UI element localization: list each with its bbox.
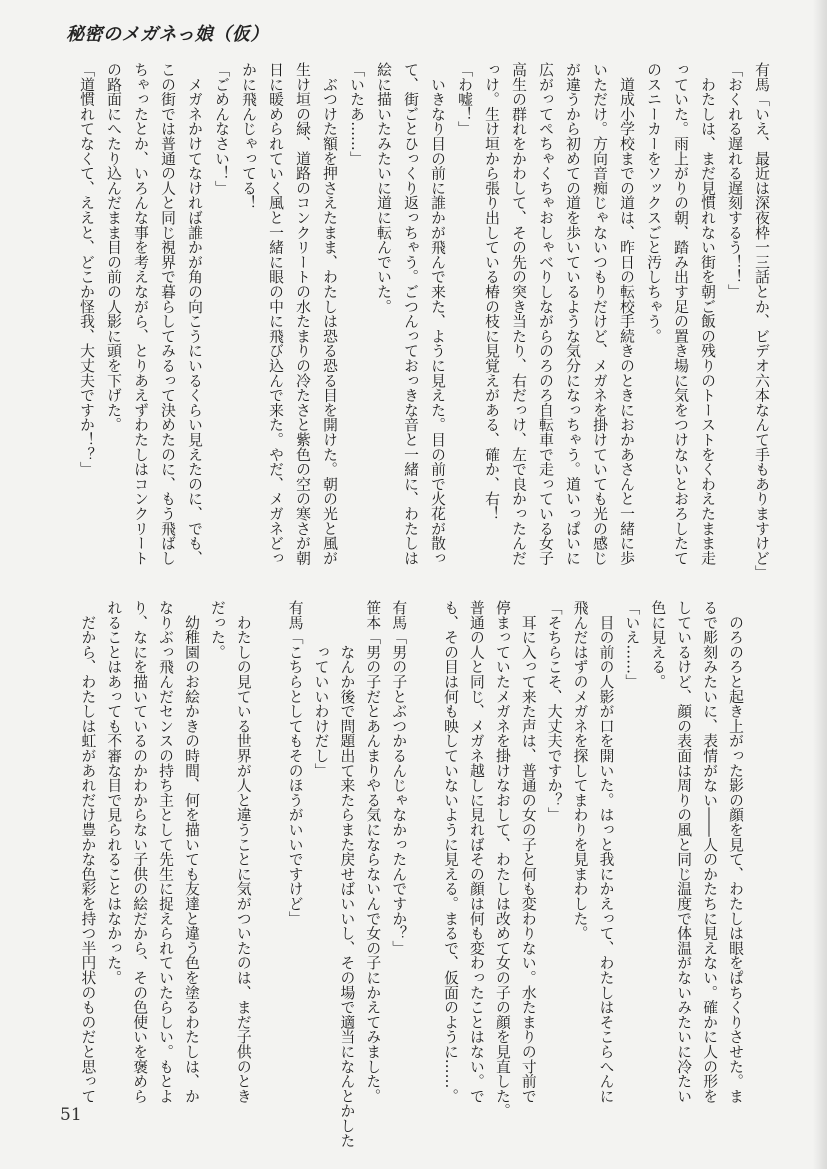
text-column: 「わ嘘！」 — [456, 62, 473, 136]
text-column: この街では普通の人と同じ視界で暮らしてみるって決めたのに、もう飛ばし — [159, 62, 176, 566]
text-column: のスニーカーをソックスごと汚しちゃう。 — [645, 62, 662, 344]
running-title: 秘密のメガネっ娘（仮） — [66, 24, 269, 45]
text-column: の路面にへたり込んだまま目の前の人影に頭を下げた。 — [105, 62, 122, 432]
text-column: 「道慣れてなくて、ええと、どこか怪我、大丈夫ですか！？」 — [78, 62, 95, 477]
text-column: るで彫刻みたいに、表情がない――人のかたちに見えない。確かに人の形を — [701, 600, 719, 1104]
text-column: いきなり目の前に誰かが飛んで来た、ように見えた。目の前で火花が散っ — [429, 62, 446, 566]
text-column: 有馬「いえ、最近は深夜枠一三話とか、ビデオ六本なんて手もありますけど」 — [753, 62, 770, 580]
text-column — [256, 600, 282, 1115]
text-block-lower — [74, 600, 748, 1148]
text-column: り、なにを描いているのかわからない子供の絵だから、その色使いを褒めら — [131, 600, 149, 1104]
text-column: いただけ。方向音痴じゃないつもりだけど、メガネを掛けていても光の感じ — [591, 62, 608, 566]
text-column: 「そちらこそ、大丈夫ですか？」 — [545, 600, 563, 822]
text-column: 普通の人と同じ、メガネ越しに見ればその顔は何も変わったことはない。で — [467, 600, 485, 1104]
text-column — [411, 600, 437, 1115]
text-column: のろのろと起き上がった影の顔を見て、わたしは眼をぱちくりさせた。ま — [727, 600, 744, 1104]
text-column: しているけど、顔の表面は周りの風と同じ温度で体温がないみたいに冷たい — [675, 600, 693, 1104]
text-column: わたしは、まだ見慣れない街を朝ご飯の残りのトーストをくわえたまま走 — [699, 62, 716, 566]
text-column: 目の前の人影が口を開いた。はっと我にかえって、わたしはそこらへんに — [597, 600, 615, 1104]
text-column: が違うから初めての道を歩いているような気分になっちゃう。道いっぱいに — [564, 62, 581, 566]
text-column: て、街ごとひっくり返っちゃう。ごつんっておっきな音と一緒に、わたしは — [402, 62, 419, 566]
text-column: 「いえ……」 — [623, 600, 641, 689]
text-column: 笹本「男の子だとあんまりやる気にならないんで女の子にかえてみました。 — [364, 600, 382, 1104]
text-column: っけ。生け垣から張り出している椿の枝に見覚えがある、確か、右！ — [483, 62, 500, 521]
text-column: 有馬「こちらとしてもそのほうがいいですけど」 — [286, 600, 304, 926]
text-column: っていた。雨上がりの朝、踏み出す足の置き場に気をつけないとおろしたて — [672, 62, 689, 566]
text-column: 幼稚園のお絵かきの時間、何を描いても友達と違う色を塗るわたしは、か — [182, 600, 200, 1104]
text-column: 停まっていたメガネを掛けなおして、わたしは改めて女の子の顔を見直した。 — [493, 600, 511, 1118]
text-column: 日に暖められていく風と一緒に眼の中に飛び込んで来た。やだ、メガネどっ — [267, 62, 284, 566]
text-column: 飛んだはずのメガネを探してまわりを見まわした。 — [571, 600, 589, 941]
text-column: だから、わたしは虹があれだけ豊かな色彩を持つ半円状のものだと思って — [79, 600, 97, 1104]
text-column: 「おくれる遅れる遅刻するう！！」 — [726, 62, 743, 299]
text-column: 「ごめんなさい！」 — [213, 62, 230, 196]
text-column: 「いたあ……」 — [348, 62, 365, 166]
text-column: 道成小学校までの道は、昨日の転校手続きのときにおかあさんと一緒に歩 — [618, 62, 635, 566]
text-column: ぶつけた額を押さえたまま、わたしは恐る恐る目を開けた。朝の光と風が — [321, 62, 338, 566]
text-column: 耳に入って来た声は、普通の女の子と何も変わりない。水たまりの寸前で — [519, 600, 537, 1104]
text-column: なんか後で問題出て来たらまた戻せばいいし、その場で適当になんとかした — [338, 600, 356, 1148]
text-column: かに飛んじゃってる！ — [240, 62, 257, 210]
text-column: 有馬「男の子とぶつかるんじゃなかったんですか？」 — [390, 600, 408, 956]
text-block-upper — [73, 62, 775, 580]
text-column: 絵に描いたみたいに道に転んでいた。 — [375, 62, 392, 314]
scan-edge-shadow — [813, 0, 827, 1169]
text-column: も、その目は何も映していないように見える。まるで、仮面のように……。 — [442, 600, 460, 1104]
text-column: っていいわけだし」 — [312, 600, 330, 778]
page-number: 51 — [60, 1105, 82, 1125]
text-column: 広がってぺちゃくちゃおしゃべりしながらのろのろ自転車で走っている女子 — [537, 62, 554, 566]
text-column: ちゃったとか、いろんな事を考えながら、とりあえずわたしはコンクリート — [132, 62, 149, 566]
text-column: なりぶっ飛んだセンスの持ち主として先生に捉えられていたらしい。もとよ — [157, 600, 175, 1104]
text-column: 色に見える。 — [649, 600, 667, 689]
text-column: わたしの見ている世界が人と違うことに気がついたのは、まだ子供のとき — [234, 600, 252, 1104]
text-column: メガネかけてなければ誰かが角の向こうにいるくらい見えたのに、でも、 — [186, 62, 203, 566]
text-column: 生け垣の緑、道路のコンクリートの水たまりの冷たさと紫色の空の寒さが朝 — [294, 62, 311, 566]
text-column: 高生の群れをかわして、その先の突き当たり、右だっけ、左で良かったんだ — [510, 62, 527, 566]
text-column: だった。 — [208, 600, 226, 660]
text-column: れることはあっても不審な目で見られることはなかった。 — [105, 600, 123, 985]
